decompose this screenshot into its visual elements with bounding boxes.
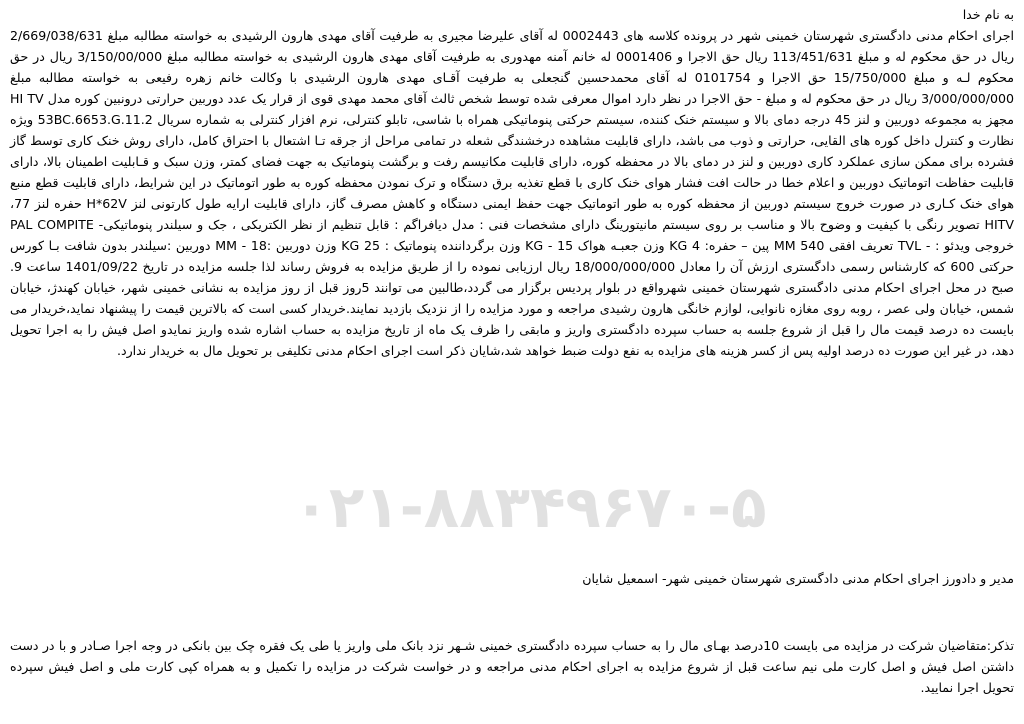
participation-note: تذکر:متقاضیان شرکت در مزایده می بایست 10درصد بهـای مال را به حساب سپرده دادگستری خمینی شـهر نزد بانک ملی واریز یا طی یک فقره چک بین بانکی در وجه اجرا صـادر و با در دست داشتن اصل فیش و اصل کارت ملی نیم ساعت قبل از شروع مزایده به اجرای احکام مدنی مراجعه و در خواست شرکت در مزایده را تکمیل و به همراه کپی کارت ملی و اصل فیش سپرده تحویل اجرا نمایید. xyxy=(10,638,1014,695)
signature-line: مدیر و دادورز اجرای احکام مدنی دادگستری شهرستان خمینی شهر- اسمعیل شایان xyxy=(582,571,1014,586)
phone-watermark-graphic xyxy=(293,455,767,555)
document-heading: به نام خدا xyxy=(962,7,1014,22)
watermark-phone-number: ۰۲۱-۸۸۳۴۹۶۷۰-۵ xyxy=(293,473,767,541)
phone-watermark xyxy=(293,455,767,555)
auction-announcement-paragraph: اجرای احکام مدنی دادگستری شهرستان خمینی شهر در پرونده کلاسه های 0002443 له آقای علیرضا مجیری به طرفیت آقای مهدی هارون الرشیدی به خواسته مطالبه مبلغ 2/669/038/631 ریال در حق محکوم له و مبلغ 113/451/631 ریال حق الاجرا و 0001406 له خانم آمنه مهدوری به طرفیت آقای مهدی هارون الرشیدی به خواسته مطالبه مبلغ 3/150/00/000 ریال در حق محکوم لـه و مبلغ 15/750/000 حق الاجرا و 0101754 له آقای محمدحسین گنجعلی به طرفیت آقـای مهدی هارون الرشیدی با وکالت خانم زهره رفیعی به خواسته مطالبه مبلغ 3/000/000/000 ریال در حق محکوم له و مبلغ - حق الاجرا در نظر دارد اموال معرفی شده توسط شخص ثالث آقای محمد مهدی قوی از قرار یک عدد دوربین حرارتی درونبین کوره مدل HI TV مجهز به مجموعه دوربین و لنز 45 درجه دمای بالا و سیستم خنک کننده، سیستم حرکتی پنوماتیکی همراه با شاسی، تابلو کنترلی، نرم افزار کنترلی به شماره سریال 53BC.6653.G.11.2 ویژه نظارت و کنترل داخل کوره های القایی، حرارتی و ذوب می باشد، دارای قابلیت مشاهده درخشندگی شعله در تمامی مراحل از جرقه تـا اشتعال با احتراق کامل، دارای روش خنک کاری توسط گاز فشرده برای ممکن سازی عملکرد کاری دوربین و لنز در دمای بالا در محفظه کوره، دارای قابلیت مکانیسم رفت و برگشت پنوماتیک به جهت فضای کمتر، وزن سبک و قـابلیت اطمینان بالا، دارای قابلیت حفاظت اتوماتیک دوربین و اعلام خطا در حالت افت فشار هوای خنک کاری با قطع تغذیه برق دستگاه و ترک نمودن محفظه کوره به طور اتوماتیک در این شرایط، دارای قابلیت قطع منبع هوای خنک کـاری در صورت خروج سیستم دوربین از محفظه کوره به طور اتوماتیک جهت حفظ ایمنی دستگاه و کاهش مصرف گاز، دارای قابلیت ارایه طول کارتونی لنز H*62V حفره لنز 77، HITV تصویر رنگی با کیفیت و وضوح بالا و مناسب بر روی سیستم مانیتورینگ دارای مشخصات فنی : مدل دیافراگم : قابل تنظیم از نظر الکتریکی ، جک و سیلندر پنوماتیکی- PAL COMPITE خروجی ویدئو : - TVL تعریف افقی 540 MM پین – حفره: 4 KG وزن جعبـه هواک 15 - KG وزن برگرداننده پنوماتیک : 25 KG وزن دوربین :18 - MM دوربین :سیلندر بدون شافت بـا کورس حرکتی 600 که کارشناس رسمی دادگستری ارزش آن را معادل 18/000/000/000 ریال ارزیابی نموده را از طریق مزایده به فروش رساند لذا جلسه مزایده در تاریخ 1401/09/22 ساعت 9. صبح در محل اجرای احکام مدنی دادگستری شهرستان خمینی شهرواقع در بلوار پردیس برگزار می گردد،طالبین می توانند 5روز قبل از روز مزایده به نشانی خمینی شهر، خیابان کهندژ، خیابان شمس، خیابان ولی عصر ، روبه روی مغازه نانوایی، لوازم خانگی هارون رشیدی مراجعه و مورد مزایده را از نزدیک بازدید نمایند.خریدار کسی است که بالاترین قیمت را پیشنهاد نماید،خریدار می بایست ده درصد قیمت مال را قبل از شروع جلسه به حساب سپرده دادگستری واریز و مابقی را ظرف یک ماه از تاریخ مزایده به حساب اشاره شده واریز نمایدو اصل فیش را به اجرا تحویل دهد، در غیر این صورت ده درصد اولیه پس از کسر هزینه های مزایده به نفع دولت ضبط خواهد شد،شایان ذکر است اجرای احکام مدنی تکلیفی بر تحویل مال به خریدار ندارد. xyxy=(10,28,1015,358)
